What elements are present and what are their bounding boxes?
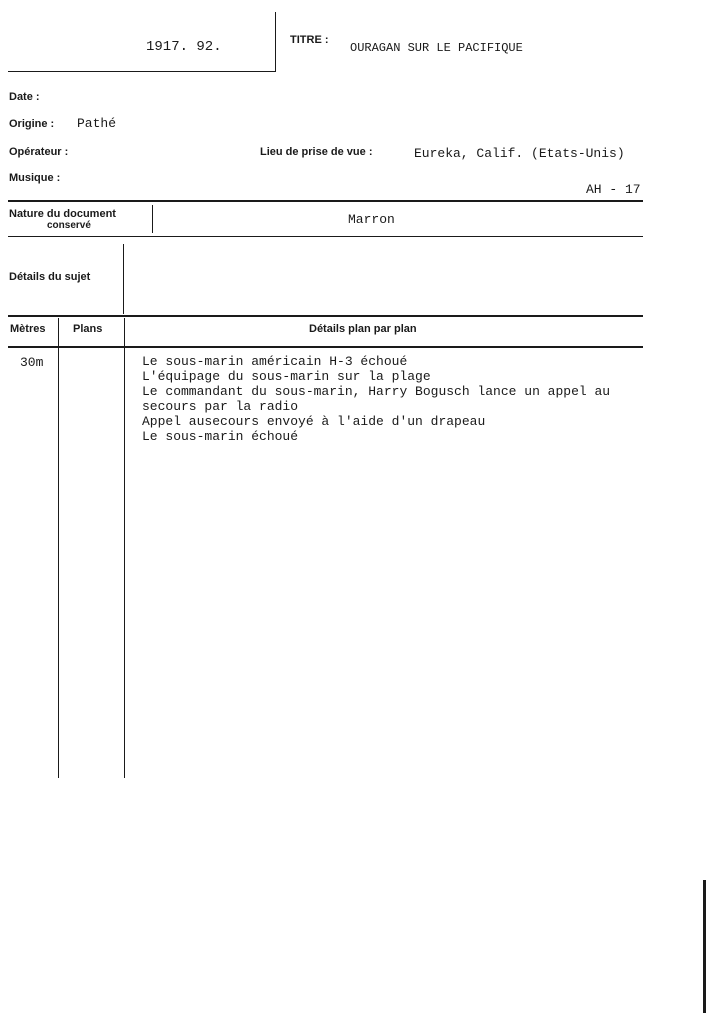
metres-value: 30m [20,355,44,370]
title-value: OURAGAN SUR LE PACIFIQUE [350,41,523,55]
nature-label-line2: conservé [47,220,91,231]
musique-label: Musique : [9,172,61,184]
details-plan-list [142,354,610,444]
operateur-label: Opérateur : [9,146,69,158]
date-label: Date : [9,91,40,103]
details-sujet-bottom-rule [8,315,643,317]
detail-line: secours par la radio [142,399,299,414]
title-label: TITRE : [290,34,329,46]
col-divider-metres [58,318,59,778]
nature-label-line1: Nature du document [9,208,116,220]
header-bottom-rule [8,71,276,72]
detail-line: Le sous-marin échoué [142,429,299,444]
origine-label: Origine : [9,118,55,130]
catalog-code: AH - 17 [586,182,641,197]
detail-line: Le sous-marin américain H-3 échoué [142,354,408,369]
nature-value: Marron [348,212,395,227]
detail-line: Le commandant du sous-marin, Harry Bogusch lance un appel au [142,384,611,399]
nature-top-rule [8,200,643,202]
origine-value: Pathé [77,116,117,131]
nature-bracket [152,205,157,233]
col-details-header: Détails plan par plan [309,323,417,335]
col-metres-header: Mètres [10,323,46,335]
col-divider-plans [124,318,125,778]
col-plans-header: Plans [73,323,103,335]
table-header-rule [8,346,643,348]
lieu-value: Eureka, Calif. (Etats-Unis) [414,146,625,161]
details-sujet-bracket [123,244,128,314]
header-vertical-rule [275,12,276,72]
detail-line: L'équipage du sous-marin sur la plage [142,369,431,384]
reference-number: 1917. 92. [146,39,222,55]
nature-bottom-rule [8,236,643,237]
details-sujet-label: Détails du sujet [9,271,91,283]
detail-line: Appel ausecours envoyé à l'aide d'un drapeau [142,414,486,429]
lieu-label: Lieu de prise de vue : [260,146,373,158]
page-edge-right [703,880,706,1013]
